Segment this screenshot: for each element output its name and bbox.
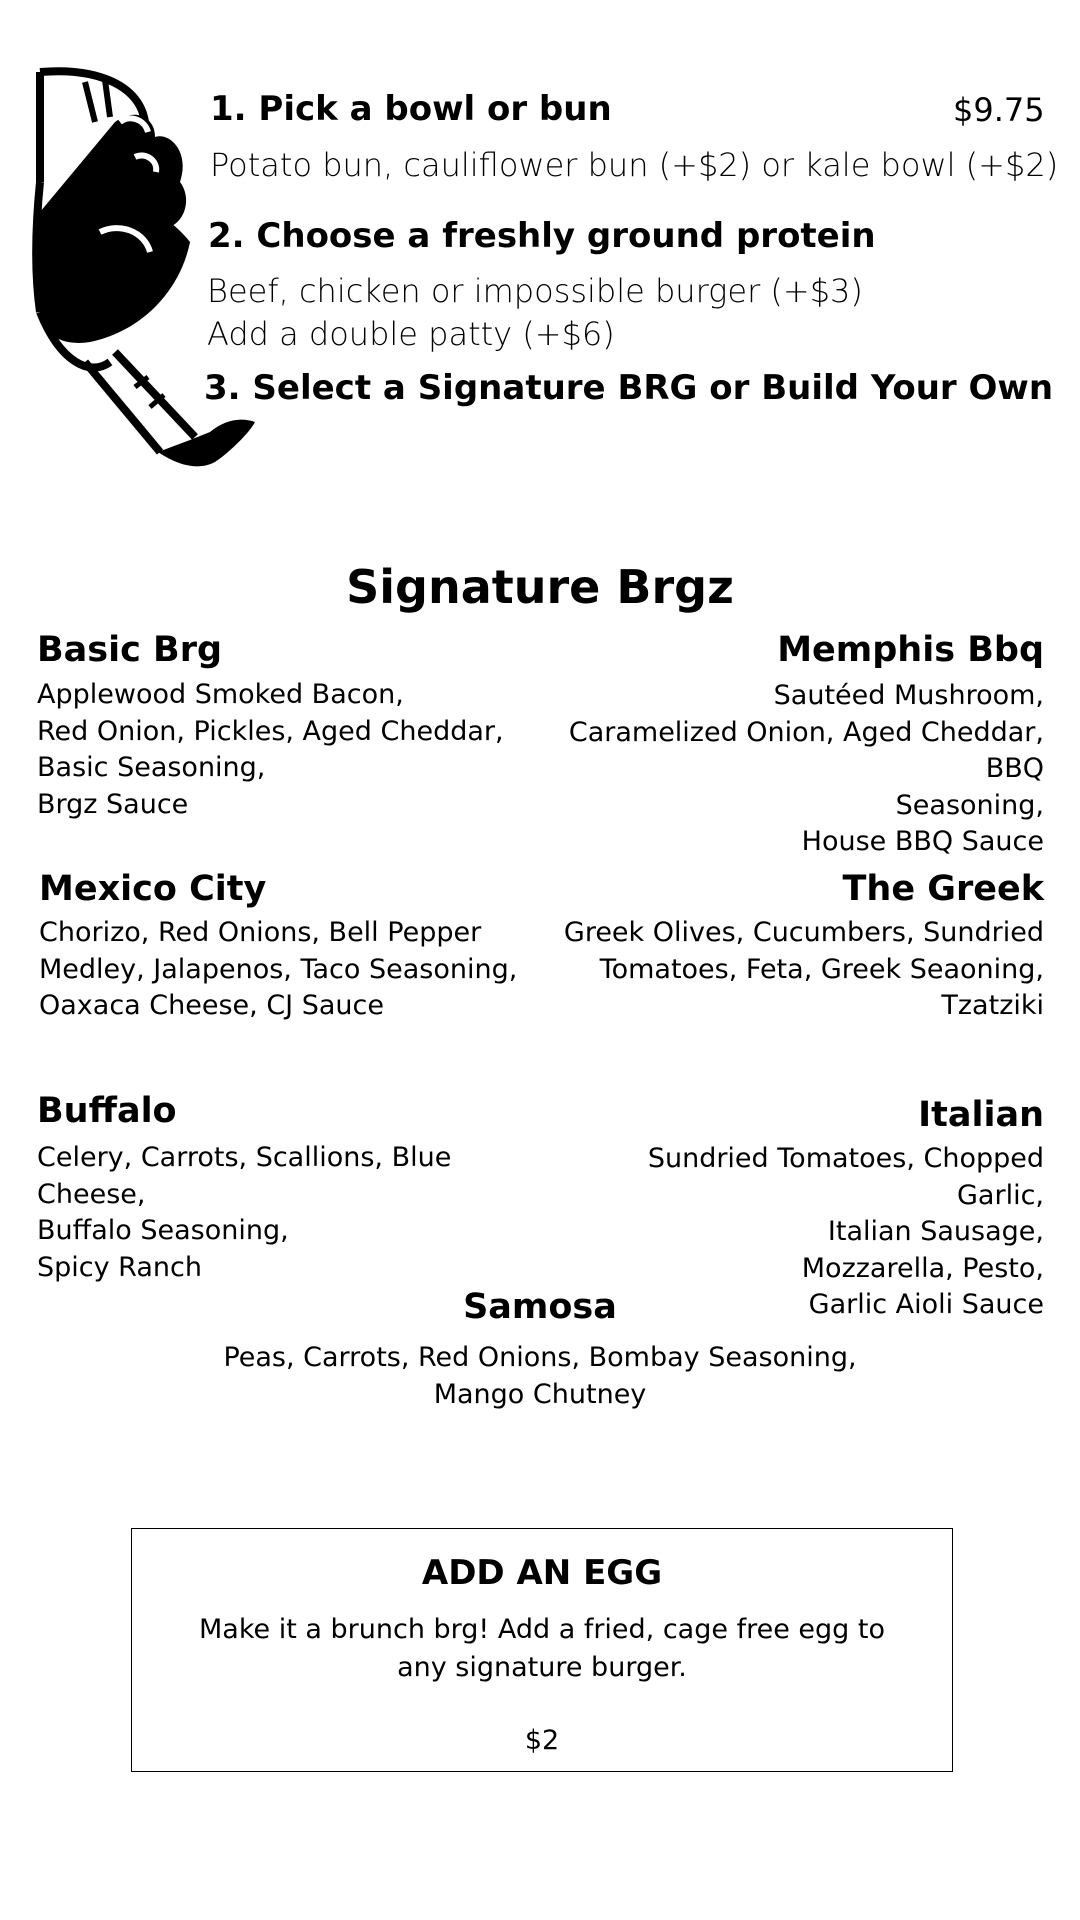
item-description-basic-brg [37,677,517,823]
description-line: Medley, Jalapenos, Taco Seasoning, [39,953,518,985]
description-line: Basic Seasoning, [37,752,266,783]
description-line: Garlic Aioli Sauce [808,1289,1044,1320]
item-description-the-greek [524,915,1044,1025]
description-line: Oaxaca Cheese, CJ Sauce [39,990,384,1021]
item-name-italian: Italian [918,1095,1044,1135]
description-line: Tomatoes, Feta, Greek Seaoning, [599,953,1044,985]
description-line: Celery, Carrots, Scallions, Blue Cheese, [37,1142,452,1210]
item-description-buffalo [37,1140,557,1286]
description-line: Spicy Ranch [37,1251,202,1283]
item-name-samosa: Samosa [463,1287,617,1327]
add-an-egg-title: ADD AN EGG [421,1553,663,1593]
description-line: any signature burger. [397,1652,687,1683]
description-line: Make it a brunch brg! Add a fried, cage free egg to [199,1614,885,1645]
item-name-buffalo: Buffalo [37,1091,177,1131]
item-description-memphis-bbq [524,678,1044,861]
item-description-samosa [0,1340,1080,1413]
section-title: Signature Brgz [346,560,734,614]
description-line: Tzatziki [941,990,1044,1021]
description-line: Chorizo, Red Onions, Bell Pepper [39,917,482,948]
description-line: Sautéed Mushroom, [773,680,1044,711]
description-line: Mango Chutney [433,1378,647,1410]
step-1-description: Potato bun, cauliflower bun (+$2) or kale bowl (+$2) [210,146,1059,184]
item-name-basic-brg: Basic Brg [37,630,223,670]
base-price: $9.75 [953,91,1045,129]
item-name-memphis-bbq: Memphis Bbq [777,630,1044,670]
description-line: Mozzarella, Pesto, [801,1252,1044,1284]
description-line: House BBQ Sauce [801,826,1044,857]
add-an-egg-price: $2 [524,1725,560,1756]
description-line: Italian Sausage, [827,1216,1044,1247]
item-name-the-greek: The Greek [842,869,1044,909]
description-line: Peas, Carrots, Red Onions, Bombay Seasoning, [223,1342,857,1373]
add-an-egg-description [132,1611,952,1687]
step-3-title: 3. Select a Signature BRG or Build Your Own [204,368,1054,408]
description-line: Applewood Smoked Bacon, [37,679,404,710]
step-1-title: 1. Pick a bowl or bun [210,89,612,129]
description-line: Seasoning, [895,789,1044,821]
step-2-title: 2. Choose a freshly ground protein [208,216,876,256]
description-line: Caramelized Onion, Aged Cheddar, BBQ [568,716,1044,784]
step-2-description-1: Beef, chicken or impossible burger (+$3) [207,272,863,310]
item-name-mexico-city: Mexico City [39,869,267,909]
step-2-description-2: Add a double patty (+$6) [207,315,615,353]
description-line: Buffalo Seasoning, [37,1215,289,1246]
description-line: Greek Olives, Cucumbers, Sundried [563,917,1044,948]
add-an-egg-box [131,1528,953,1772]
description-line: Sundried Tomatoes, Chopped Garlic, [647,1143,1044,1211]
description-line: Brgz Sauce [37,788,189,820]
description-line: Red Onion, Pickles, Aged Cheddar, [37,715,504,747]
item-description-mexico-city [39,915,539,1025]
